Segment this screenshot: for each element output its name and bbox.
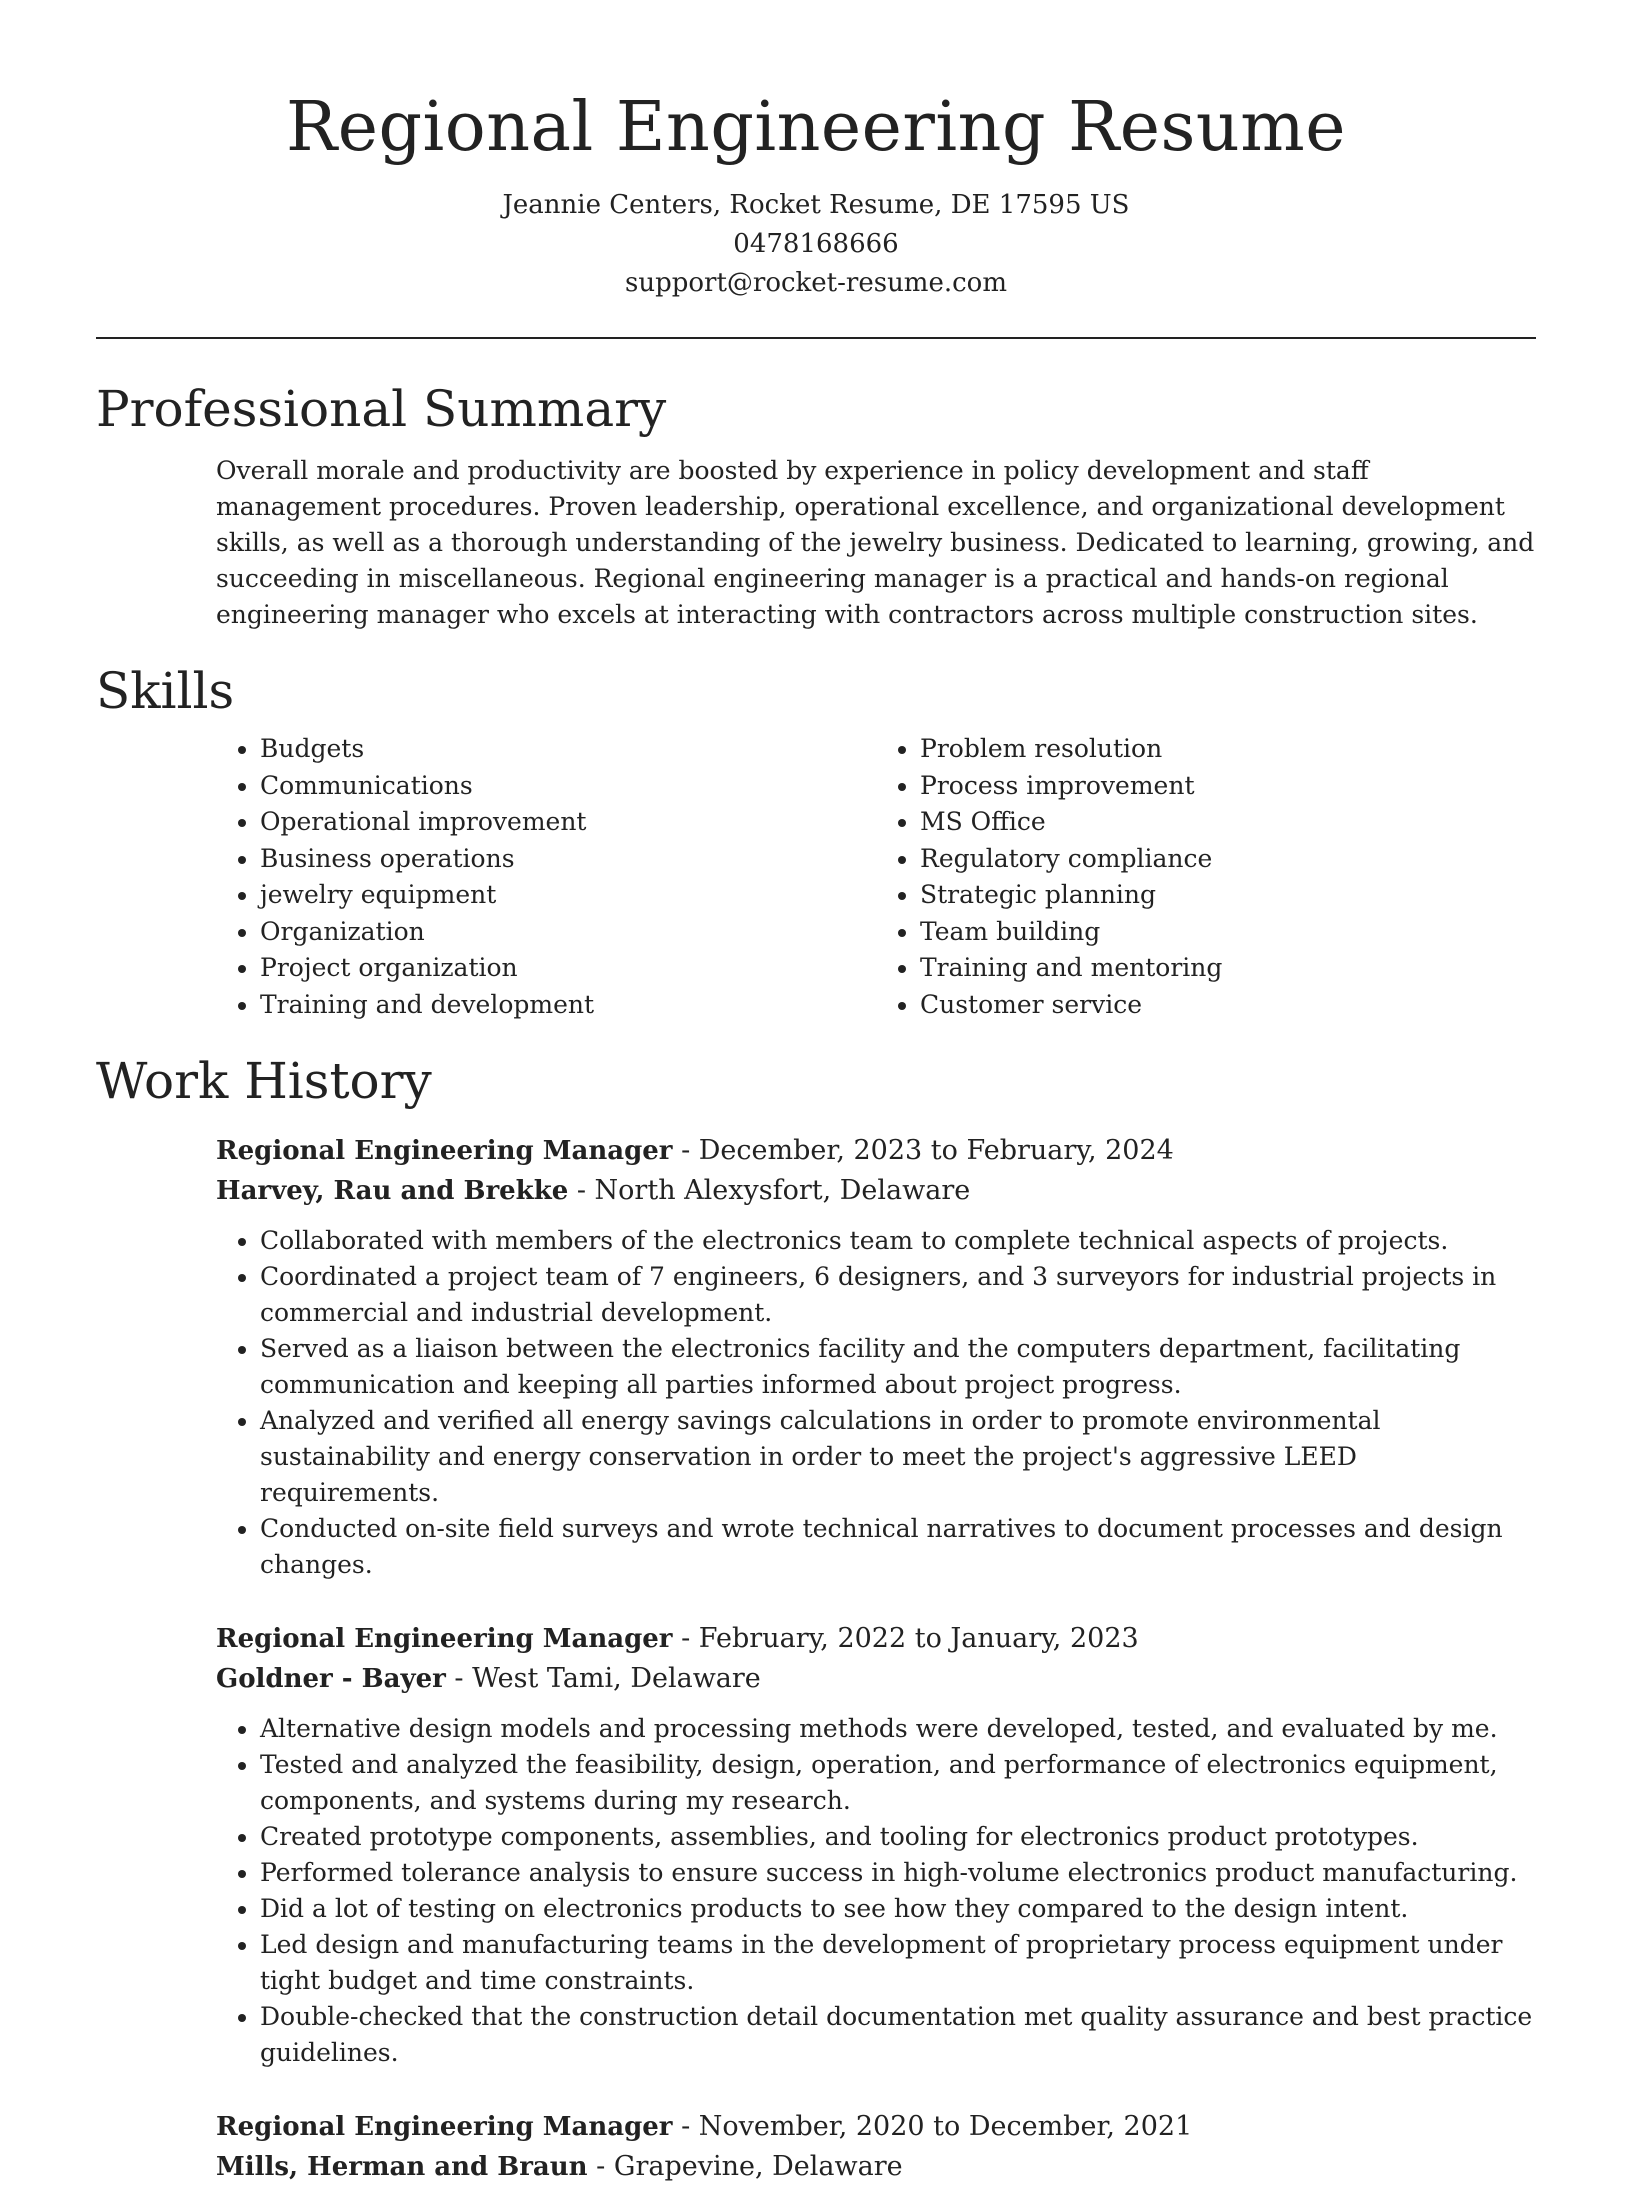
header-divider [96,337,1536,339]
job-bullet: • Created prototype components, assemblies, and tooling for electronics product prototypes. [260,1819,1536,1855]
job-bullet: • Conducted on-site field surveys and wrote technical narratives to document processes and design changes. [260,1511,1536,1583]
resume-page [96,0,1536,2182]
skill-item: • Business operations [260,841,876,878]
skills-list-right [876,731,1536,1023]
job-company: Harvey, Rau and Brekke [216,1176,569,1206]
job-company-line [216,1171,1536,1211]
job-bullet: • Performed tolerance analysis to ensure success in high-volume electronics product manufacturing. [260,1855,1536,1891]
skill-item: • Budgets [260,731,876,768]
job-dates: - November, 2020 to December, 2021 [672,2111,1193,2142]
skill-item: • Customer service [920,987,1536,1024]
job-location: - West Tami, Delaware [445,1663,761,1694]
job-bullet: • Analyzed and verified all energy savings calculations in order to promote environmental sustainability and energy conservation in order to meet the project's aggressive LEED requirements. [260,1403,1536,1511]
skills-heading: Skills [96,662,235,720]
job-entry [216,2107,1536,2187]
job-dates: - December, 2023 to February, 2024 [672,1135,1174,1166]
job-bullet: • Served as a liaison between the electronics facility and the computers department, facilitating communication and keeping all parties informed about project progress. [260,1331,1536,1403]
job-entry [216,1619,1536,2071]
skill-item: • Communications [260,768,876,805]
job-role: Regional Engineering Manager [216,1624,673,1654]
job-role: Regional Engineering Manager [216,1136,673,1166]
skill-item: • Operational improvement [260,804,876,841]
contact-address: Jeannie Centers, Rocket Resume, DE 17595 US [502,190,1130,220]
job-bullet: • Tested and analyzed the feasibility, design, operation, and performance of electronics equipment, components, and systems during my research. [260,1747,1536,1819]
job-bullet: • Did a lot of testing on electronics products to see how they compared to the design intent. [260,1891,1536,1927]
job-location: - Grapevine, Delaware [587,2151,903,2182]
job-bullet: • Collaborated with members of the electronics team to complete technical aspects of projects. [260,1223,1536,1259]
contact-phone: 0478168666 [733,229,899,259]
skills-list-left [216,731,876,1023]
skill-item: • Regulatory compliance [920,841,1536,878]
job-dates: - February, 2022 to January, 2023 [672,1623,1139,1654]
contact-block [96,186,1536,303]
skill-item: • Strategic planning [920,877,1536,914]
job-company-line [216,2147,1536,2187]
job-company-line [216,1659,1536,1699]
contact-email: support@rocket-resume.com [624,268,1007,298]
summary-text: Overall morale and productivity are boosted by experience in policy development and staff management procedures. Proven leadership, operational excellence, and organizational development skills, as well as a thorough understanding of the jewelry business. Dedicated to learning, growing, and succeeding in miscellaneous. Regional engineering manager is a practical and hands-on regional engineering manager who excels at interacting with contractors across multiple construction sites. [216,456,1535,629]
job-entry [216,1131,1536,1583]
job-role-line [216,1619,1536,1659]
job-role-line [216,2107,1536,2147]
skill-item: • Problem resolution [920,731,1536,768]
job-bullet: • Led design and manufacturing teams in the development of proprietary process equipment under tight budget and time constraints. [260,1927,1536,1999]
skill-item: • Organization [260,914,876,951]
summary-heading: Professional Summary [96,380,667,438]
skill-item: • Training and mentoring [920,950,1536,987]
skill-item: • Process improvement [920,768,1536,805]
job-bullets [216,1223,1536,1583]
skills-columns [216,731,1536,1023]
job-bullet: • Double-checked that the construction detail documentation met quality assurance and best practice guidelines. [260,1999,1536,2071]
job-company: Goldner - Bayer [216,1664,446,1694]
job-bullet: • Coordinated a project team of 7 engineers, 6 designers, and 3 surveyors for industrial projects in commercial and industrial development. [260,1259,1536,1331]
skill-item: • MS Office [920,804,1536,841]
job-bullet: • Alternative design models and processing methods were developed, tested, and evaluated by me. [260,1711,1536,1747]
job-role: Regional Engineering Manager [216,2112,673,2142]
work-history-heading: Work History [96,1052,432,1110]
job-location: - North Alexysfort, Delaware [568,1175,971,1206]
resume-title: Regional Engineering Resume [286,88,1346,167]
job-bullets [216,1711,1536,2071]
skill-item: • jewelry equipment [260,877,876,914]
job-company: Mills, Herman and Braun [216,2152,588,2182]
skill-item: • Training and development [260,987,876,1024]
job-role-line [216,1131,1536,1171]
skill-item: • Team building [920,914,1536,951]
skill-item: • Project organization [260,950,876,987]
